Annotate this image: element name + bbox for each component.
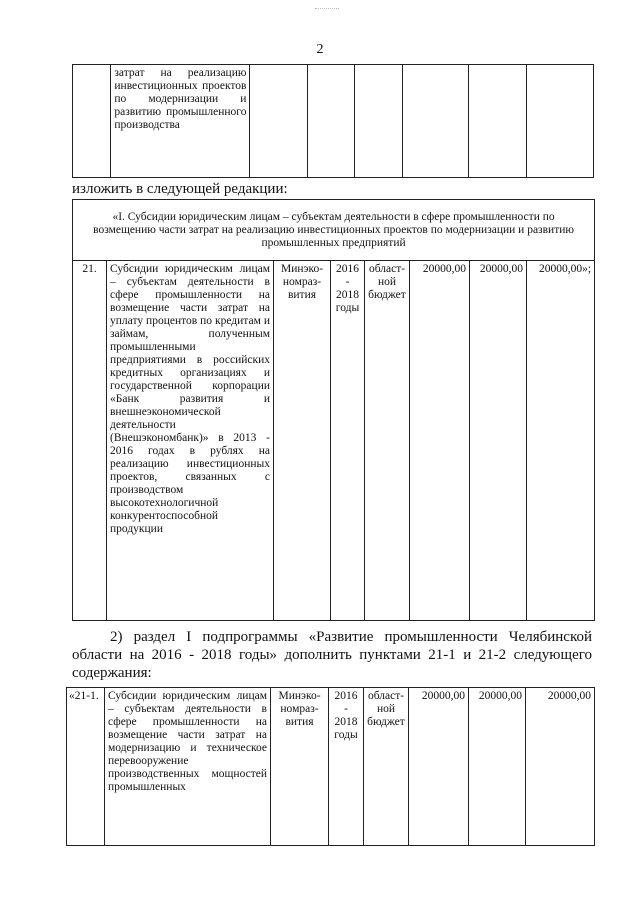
- value-cell: 20000,00: [526, 688, 595, 846]
- period-cell: [307, 65, 355, 178]
- value-cell: [526, 65, 594, 178]
- description-cell: Субсидии юридическим лицам – субъектам деятельности в сфере промышленности на возмещение части затрат на модернизацию и техническое перевооружение производственных мощностей промышленных: [105, 688, 271, 846]
- executor-cell: Минэко-номраз-вития: [271, 688, 329, 846]
- row-number: «21-1.: [67, 688, 105, 846]
- executor-cell: [250, 65, 307, 178]
- bottom-table: [66, 687, 595, 846]
- section-header-row: [73, 200, 595, 261]
- scan-speck: [315, 8, 339, 11]
- period-cell: 2016 - 2018 годы: [329, 688, 364, 846]
- table-row: [67, 688, 595, 846]
- description-cell: Субсидии юридическим лицам – субъектам деятельности в сфере промышленности на возмещение части затрат на уплату процентов по кредитам и займам, полученным промышленными предприятиями в российских кредитных организациях и государственной корпорации «Банк развития и внешнеэкономической деятельности (Внешэкономбанк)» в 2013 - 2016 годах в рублях на реализацию инвестиционных проектов, связанных с производством высокотехнологичной конкурентоспособной продукции: [107, 261, 274, 621]
- section-table: [72, 199, 595, 621]
- value-cell: [469, 65, 526, 178]
- executor-cell: Минэко-номраз-вития: [274, 261, 331, 621]
- table-row: [73, 65, 594, 178]
- value-cell: 20000,00»;: [527, 261, 595, 621]
- paragraph-2: 2) раздел I подпрограммы «Развитие промышленности Челябинской области на 2016 - 2018 годы» дополнить пунктами 21-1 и 21-2 следующего содержания:: [72, 629, 592, 681]
- period-cell: 2016 - 2018 годы: [331, 261, 365, 621]
- description-cell: затрат на реализацию инвестиционных проектов по модернизации и развитию промышленного производства: [111, 65, 250, 178]
- value-cell: 20000,00: [409, 688, 469, 846]
- paragraph-intro: изложить в следующей редакции:: [72, 181, 288, 197]
- source-cell: област-ной бюджет: [365, 261, 410, 621]
- value-cell: 20000,00: [470, 261, 527, 621]
- section-header: «I. Субсидии юридическим лицам – субъектам деятельности в сфере промышленности по возмещению части затрат на реализацию инвестиционных проектов по модернизации и развитию промышленных предприятий: [73, 200, 595, 261]
- number-cell: [73, 65, 111, 178]
- value-cell: [403, 65, 469, 178]
- table-row: [73, 261, 595, 621]
- source-cell: област-ной бюджет: [364, 688, 409, 846]
- value-cell: 20000,00: [469, 688, 526, 846]
- row-number: 21.: [73, 261, 107, 621]
- page-number: 2: [316, 42, 324, 57]
- value-cell: 20000,00: [410, 261, 470, 621]
- top-table: [72, 64, 594, 178]
- source-cell: [355, 65, 403, 178]
